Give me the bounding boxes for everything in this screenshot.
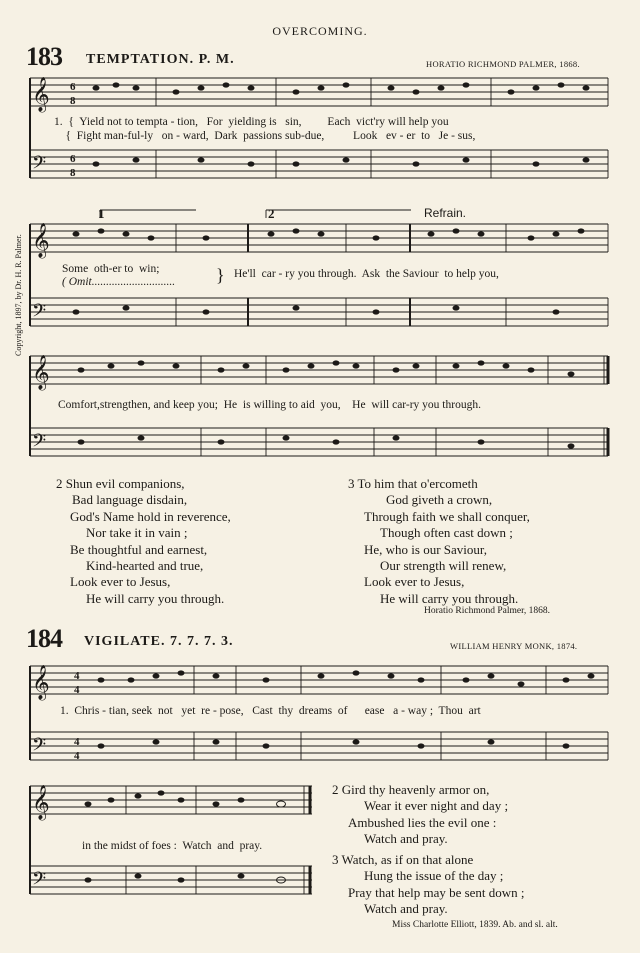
- stanza-line: Wear it ever night and day ;: [364, 798, 509, 814]
- stanza-line: Ambushed lies the evil one :: [348, 814, 497, 830]
- copyright-notice: Copyright, 1897, by Dr. H. R. Palmer.: [14, 234, 23, 356]
- stanza-line: He, who is our Saviour,: [364, 541, 487, 557]
- stanza-line: Though often cast down ;: [380, 525, 513, 541]
- stanza-line: 2 Shun evil companions,: [56, 476, 185, 491]
- stanza-line: Through faith we shall conquer,: [364, 508, 530, 524]
- stanza-line: Watch and pray.: [364, 901, 448, 917]
- svg-text:𝄞: 𝄞: [32, 77, 50, 112]
- stanza-183-2: [56, 476, 231, 607]
- svg-text:6: 6: [70, 153, 76, 165]
- credit-183: Horatio Richmond Palmer, 1868.: [424, 606, 551, 616]
- svg-text:4: 4: [74, 736, 80, 748]
- svg-text:4: 4: [74, 750, 80, 762]
- svg-text:2: 2: [268, 206, 275, 221]
- svg-text:𝄞: 𝄞: [32, 355, 50, 390]
- svg-text:8: 8: [70, 167, 76, 179]
- lyric-183-line-2c: He'll car - ry you through. Ask the Saviour to help you,: [234, 268, 499, 280]
- hymn-number-183: 183: [26, 42, 62, 71]
- svg-text:𝄢: 𝄢: [32, 869, 47, 894]
- stanza-line: Watch and pray.: [364, 831, 448, 847]
- stanza-line: Pray that help may be sent down ;: [348, 884, 525, 900]
- hymn-number-184: 184: [26, 624, 62, 653]
- stanza-183-3: [348, 476, 530, 607]
- stanza-line: Be thoughtful and earnest,: [70, 541, 208, 557]
- lyric-184-line-1: 1. Chris - tian, seek not yet re - pose, Cast thy dreams of ease a - way ; Thou art: [60, 705, 481, 717]
- stanza-line: Hung the issue of the day ;: [364, 868, 504, 884]
- stanza-line: He will carry you through.: [86, 590, 225, 606]
- svg-text:4: 4: [74, 670, 80, 682]
- stanza-line: Bad language disdain,: [72, 492, 188, 508]
- stanza-line: Nor take it in vain ;: [86, 525, 188, 541]
- page-header: OVERCOMING.: [272, 24, 368, 38]
- lyric-184-line-2: in the midst of foes : Watch and pray.: [82, 840, 263, 852]
- stanza-line: He will carry you through.: [380, 590, 519, 606]
- svg-text:𝄞: 𝄞: [32, 223, 50, 258]
- refrain-label: Refrain.: [424, 206, 467, 220]
- svg-text:1: 1: [98, 206, 105, 221]
- svg-text:𝄢: 𝄢: [32, 153, 47, 178]
- tune-name-183: TEMPTATION. P. M.: [86, 52, 235, 67]
- tune-name-184: VIGILATE. 7. 7. 7. 3.: [84, 634, 234, 649]
- stanza-line: Our strength will renew,: [380, 558, 507, 574]
- lyric-183-line-2a: Some oth-er to win;: [62, 263, 160, 275]
- credit-184: Miss Charlotte Elliott, 1839. Ab. and sl. alt.: [392, 920, 558, 930]
- svg-text:8: 8: [70, 95, 76, 107]
- stanza-184-3: [332, 852, 525, 918]
- svg-text:6: 6: [70, 81, 76, 93]
- stanza-line: Look ever to Jesus,: [70, 574, 171, 590]
- lyric-183-line-2b: ( Omit.............................: [62, 276, 176, 288]
- svg-text:𝄞: 𝄞: [32, 785, 50, 820]
- lyric-183-line-1a: 1. { Yield not to tempta - tion, For yielding is sin, Each vict'ry will help you: [54, 116, 449, 128]
- stanza-line: 3 Watch, as if on that alone: [332, 852, 474, 867]
- composer-184: WILLIAM HENRY MONK, 1874.: [450, 641, 578, 651]
- svg-text:𝄢: 𝄢: [32, 431, 47, 456]
- stanza-line: God giveth a crown,: [386, 492, 493, 508]
- stanza-line: God's Name hold in reverence,: [70, 508, 231, 524]
- svg-text:𝄢: 𝄢: [32, 301, 47, 326]
- svg-text:𝄢: 𝄢: [32, 735, 47, 760]
- svg-text:𝄞: 𝄞: [32, 665, 50, 700]
- stanza-line: Look ever to Jesus,: [364, 574, 465, 590]
- stanza-line: Kind-hearted and true,: [86, 558, 204, 574]
- stanza-line: 2 Gird thy heavenly armor on,: [332, 782, 490, 797]
- stanza-line: 3 To him that o'ercometh: [348, 476, 478, 491]
- lyric-183-line-1b: { Fight man-ful-ly on - ward, Dark passions sub-due, Look ev - er to Je - sus,: [54, 130, 476, 142]
- brace-symbol: }: [216, 265, 225, 285]
- composer-183: HORATIO RICHMOND PALMER, 1868.: [426, 59, 580, 69]
- svg-text:4: 4: [74, 684, 80, 696]
- stanza-184-2: [332, 782, 508, 848]
- lyric-183-line-3: Comfort,strengthen, and keep you; He is willing to aid you, He will car-ry you through.: [58, 399, 481, 411]
